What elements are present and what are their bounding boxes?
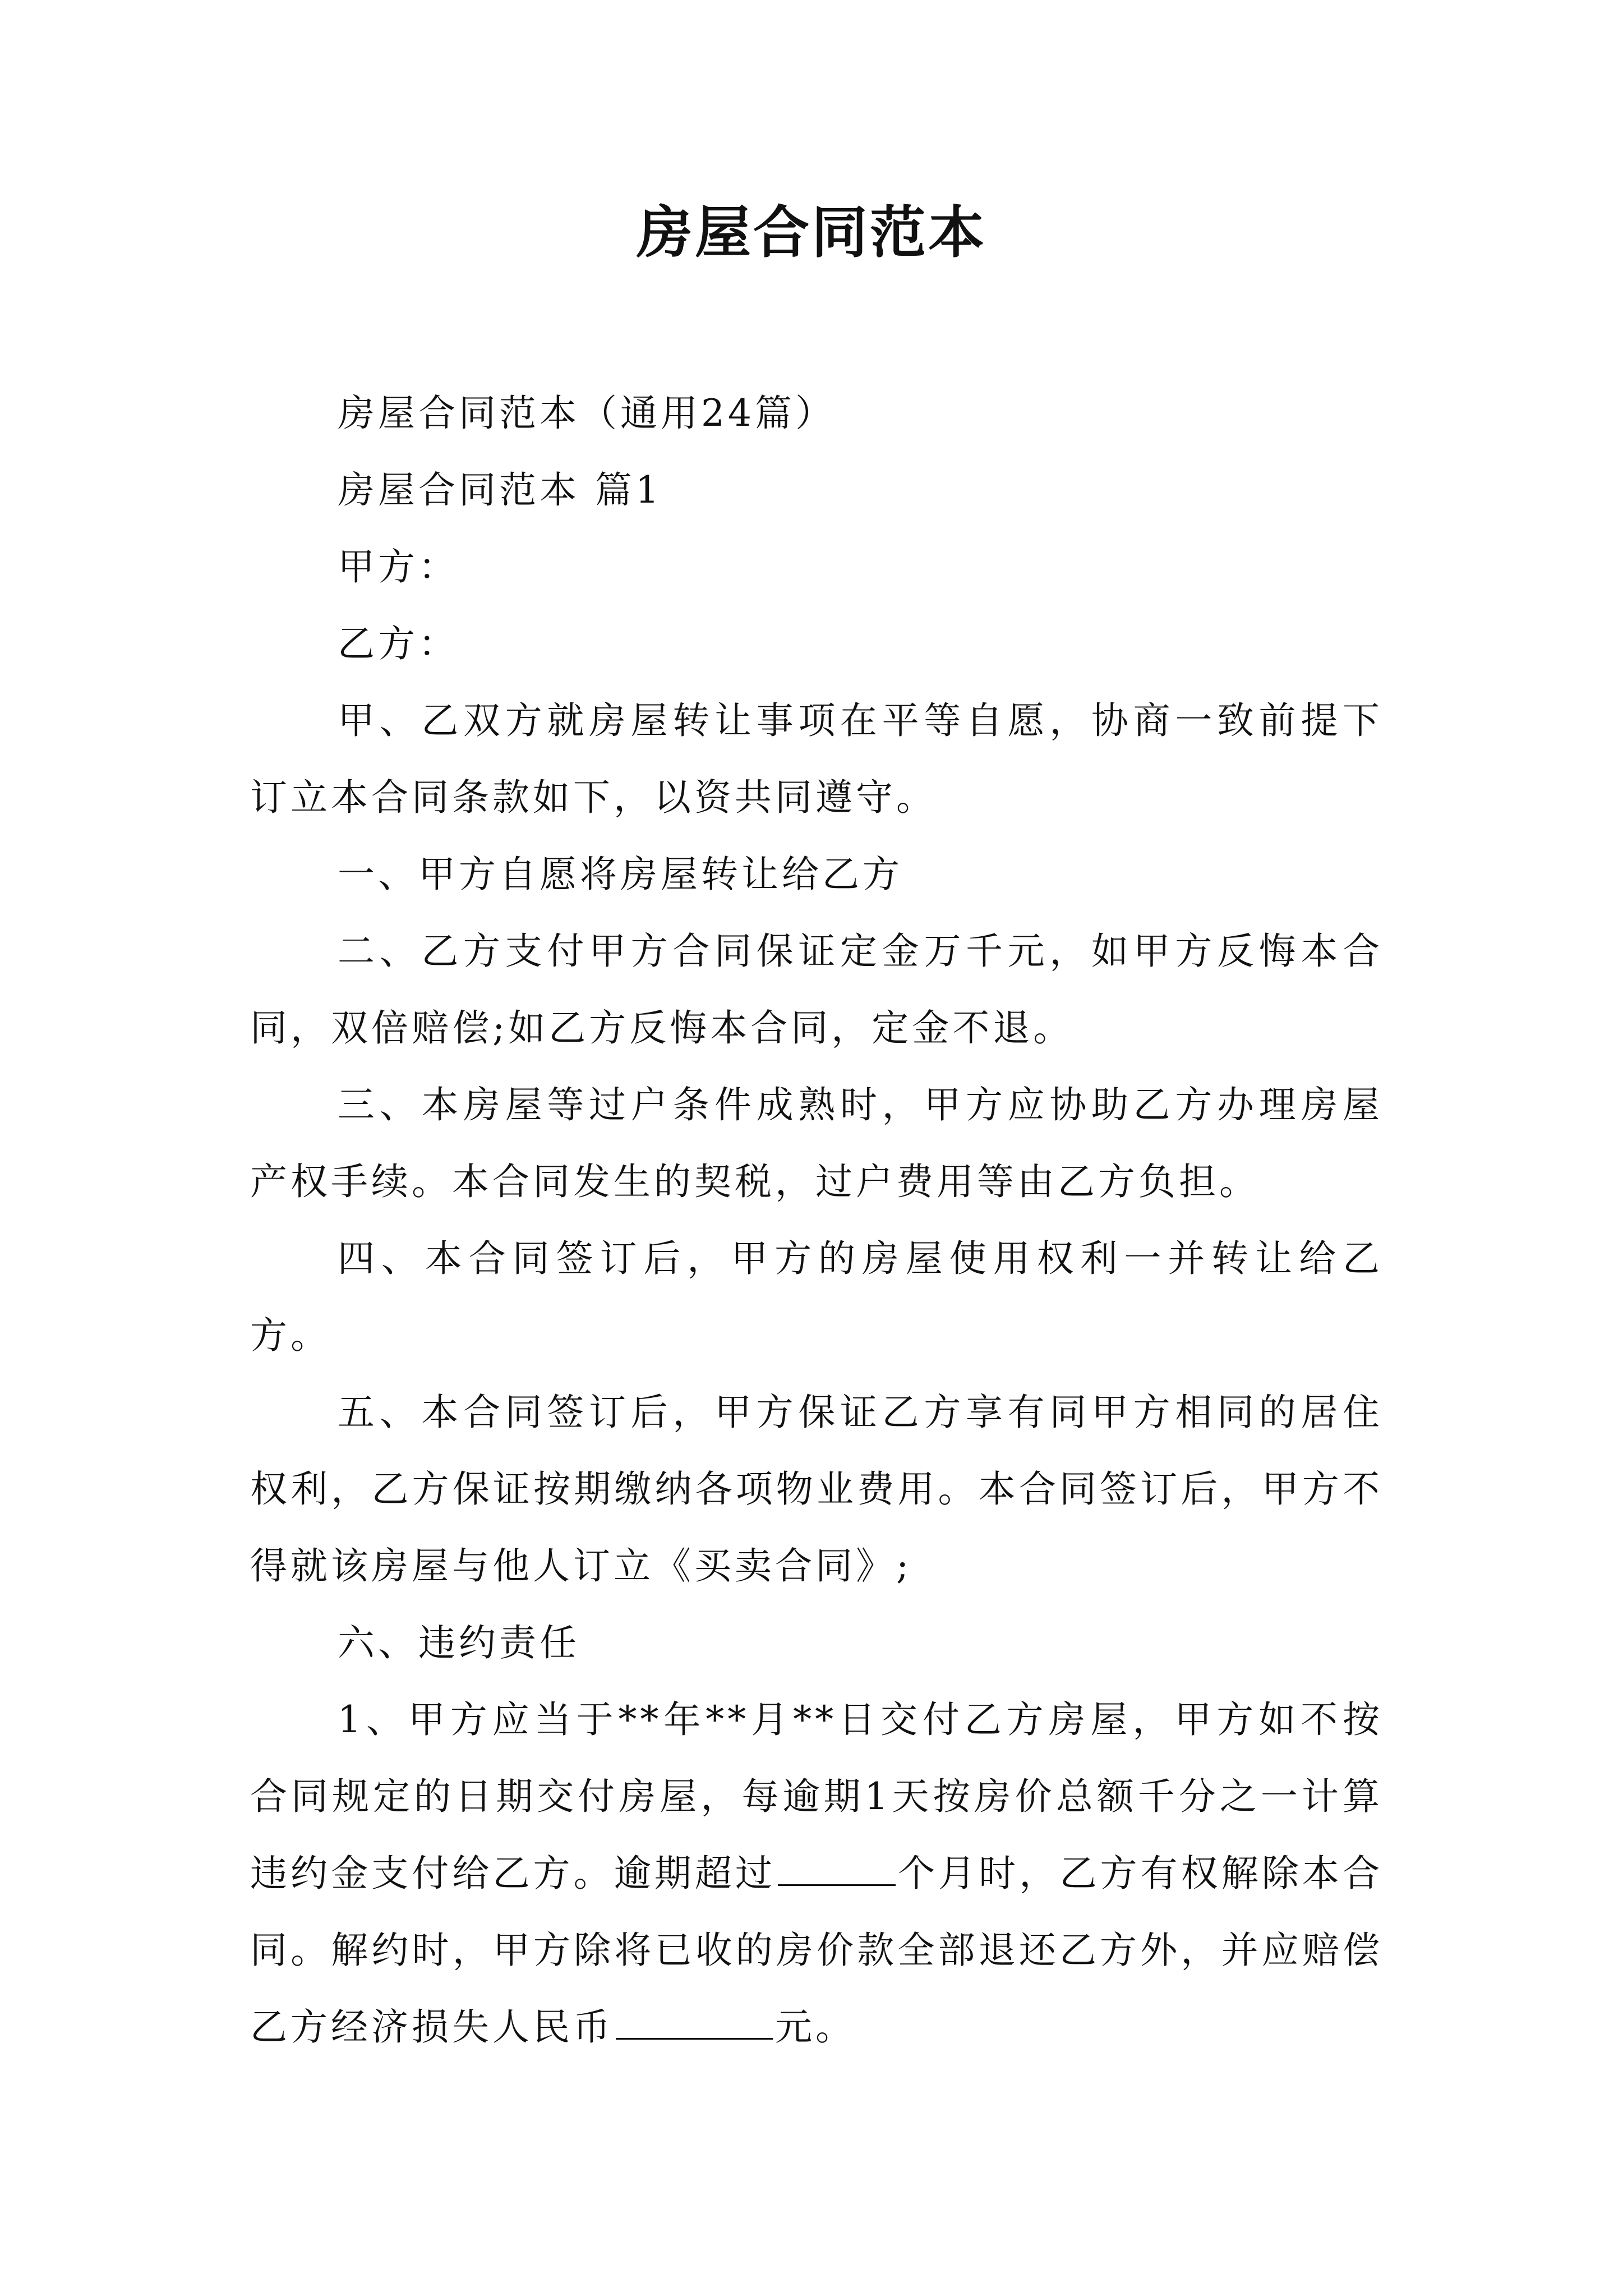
clause-6-1-text-part-3: 元。: [775, 2005, 856, 2049]
document-title: 房屋合同范本: [637, 200, 986, 265]
party-b-line: 乙方：: [338, 622, 459, 665]
clause-4-paragraph: 四、本合同签订后，甲方的房屋使用权利一并转让给乙方。: [250, 1237, 1383, 1357]
clause-1-paragraph: 一、甲方自愿将房屋转让给乙方: [338, 853, 903, 896]
clause-6-heading: 六、违约责任: [338, 1621, 580, 1664]
document-body: [250, 375, 1383, 2065]
fill-in-blank-amount: [616, 2003, 773, 2040]
chapter-heading: 房屋合同范本 篇1: [338, 468, 662, 512]
clause-2-paragraph: 二、乙方支付甲方合同保证定金万千元，如甲方反悔本合同，双倍赔偿;如乙方反悔本合同，定金不退。: [250, 930, 1383, 1050]
fill-in-blank-months: [778, 1849, 896, 1886]
clause-3-paragraph: 三、本房屋等过户条件成熟时，甲方应协助乙方办理房屋产权手续。本合同发生的契税，过户费用等由乙方负担。: [250, 1083, 1383, 1203]
preamble-paragraph: 甲、乙双方就房屋转让事项在平等自愿，协商一致前提下订立本合同条款如下，以资共同遵守。: [250, 699, 1383, 819]
clause-6-1-paragraph: [250, 1681, 1383, 2065]
clause-5-paragraph: 五、本合同签订后，甲方保证乙方享有同甲方相同的居住权利，乙方保证按期缴纳各项物业费用。本合同签订后，甲方不得就该房屋与他人订立《买卖合同》;: [250, 1391, 1383, 1588]
clause-6-1-text-part-2: 个月时，乙方有权解除本合同。解约时，甲方除将已收的房价款全部退还乙方外，并应赔偿乙方经济损失人民币: [250, 1852, 1384, 2049]
clause-6-1-text-part-1: 1、甲方应当于**年**月**日交付乙方房屋，甲方如不按合同规定的日期交付房屋，每逾期1天按房价总额千分之一计算违约金支付给乙方。逾期超过: [250, 1698, 1383, 1895]
party-a-line: 甲方：: [338, 545, 459, 588]
subtitle-line: 房屋合同范本（通用24篇）: [338, 392, 836, 435]
